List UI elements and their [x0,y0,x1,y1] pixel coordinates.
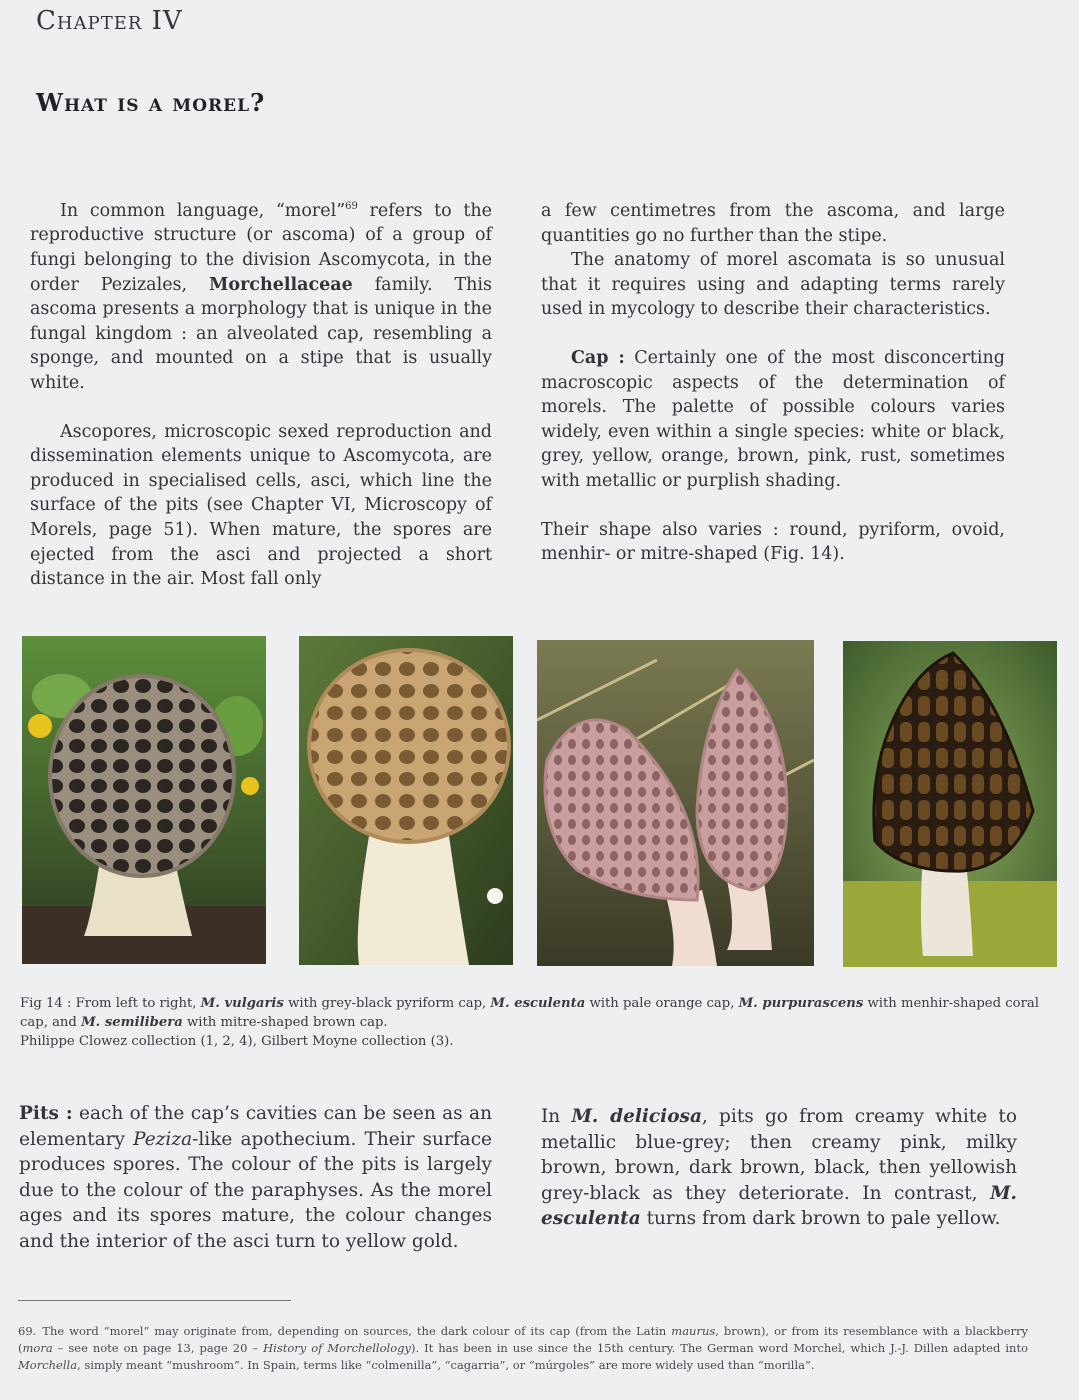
page-title: What is a morel? [36,88,266,117]
caption-text-e: with mitre-shaped brown cap. [182,1015,388,1030]
caption-credit: Philippe Clowez collection (1, 2, 4), Gilbert Moyne collection (3). [20,1034,454,1049]
pits-text-a: each of the cap’s cavities can be seen as an elementary [19,1103,493,1150]
photo-m-purpurascens [537,640,814,966]
footnote-text-c: – see note on page 13, page 20 – [52,1341,264,1355]
footnote-text-a: The word “morel” may originate from, depending on sources, the dark colour of its cap (from the Latin [42,1324,672,1338]
caption-text-b: with grey-black pyriform cap, [283,996,491,1011]
deliciosa-text-c: turns from dark brown to pale yellow. [640,1208,1001,1230]
footnote-mora: mora [22,1341,53,1355]
footnote-text-e: , simply meant “mushroom”. In Spain, terms like “colmenilla”, “cagarria”, or “múrgoles” are more widely used than “morilla”. [77,1358,815,1372]
footnote-divider [18,1300,291,1301]
pits-text-b: -like apothecium. Their surface produces spores. The colour of the pits is largely due to the colour of the paraphyses. As the morel ages and its spores mature, the colour changes and the interior of the asci turn to yellow gold. [19,1128,492,1252]
pits-label: Pits : [19,1103,73,1124]
caption-line [20,994,1060,1032]
photo-m-vulgaris [22,636,266,964]
intro-text-b: refers to the reproductive structure (or ascoma) of a group of fungi belonging to the division Ascomycota, in the order Pezizales, [30,200,492,295]
figure-caption [20,994,1060,1051]
footnote-ref[interactable]: 69 [345,201,358,212]
deliciosa-text-b: , pits go from creamy white to metallic blue-grey; then creamy pink, milky brown, brown, dark brown, black, then yellowish grey-black as they deteriorate. In contrast, [541,1106,1017,1204]
species-semilibera: M. semilibera [81,1015,183,1030]
shape-paragraph: Their shape also varies : round, pyriform, ovoid, menhir- or mitre-shaped (Fig. 14). [541,519,1005,565]
peziza-term: Peziza [133,1128,193,1150]
photo-m-semilibera [843,641,1057,967]
cap-label: Cap : [571,347,625,368]
caption-text-a: Fig 14 : From left to right, [20,996,201,1011]
species-purpurascens: M. purpurascens [738,996,864,1011]
pits-paragraph [19,1101,492,1255]
continuation-paragraph: a few centimetres from the ascoma, and large quantities go no further than the stipe. [541,201,1005,246]
family-name: Morchellaceae [209,274,353,295]
footnote-text-d: ). It has been in use since the 15th century. The German word Morchel, which J.-J. Dillen adapted into [410,1341,1028,1355]
caption-text-c: with pale orange cap, [585,996,739,1011]
deliciosa-text-a: In [541,1106,572,1127]
cap-paragraph [541,346,1005,494]
species-esculenta-lower: M. esculenta [541,1182,1017,1230]
chapter-heading: Chapter IV [36,6,183,36]
species-deliciosa: M. deliciosa [571,1106,702,1127]
species-vulgaris: M. vulgaris [200,996,284,1011]
anatomy-paragraph: The anatomy of morel ascomata is so unusual that it requires using and adapting terms rarely used in mycology to describe their characteristics. [541,250,1005,320]
left-column [30,195,492,592]
right-column [541,199,1005,567]
footnote [18,1323,1028,1374]
footnote-number: 69. [18,1324,37,1338]
caption-text-d: with menhir-shaped coral cap, and [20,996,1039,1030]
intro-text-c: family. This ascoma presents a morphology that is unique in the fungal kingdom : an alveolated cap, resembling a sponge, and mounted on a stipe that is usually white. [30,274,492,393]
footnote-morchella: Morchella [18,1358,78,1372]
cap-text: Certainly one of the most disconcerting macroscopic aspects of the determination of morels. The palette of possible colours varies widely, even within a single species: white or black, grey, yellow, orange, brown, pink, rust, sometimes with metallic or purplish shading. [541,347,1005,491]
photo-m-esculenta [299,636,513,965]
footnote-history: History of Morchellology [263,1341,411,1355]
intro-paragraph [30,195,492,396]
species-esculenta: M. esculenta [490,996,586,1011]
footnote-latin: maurus [671,1324,716,1338]
ascopores-paragraph: Ascopores, microscopic sexed reproduction and dissemination elements unique to Ascomycota, are produced in specialised cells, asci, which line the surface of the pits (see Chapter VI, Microscopy of Morels, page 51). When mature, the spores are ejected from the asci and projected a short distance in the air. Most fall only [30,421,492,590]
intro-text-a: In common language, “morel” [60,200,346,221]
deliciosa-paragraph [541,1104,1017,1232]
footnote-text-b: , brown), or from its resemblance with a blackberry ( [18,1324,1028,1355]
